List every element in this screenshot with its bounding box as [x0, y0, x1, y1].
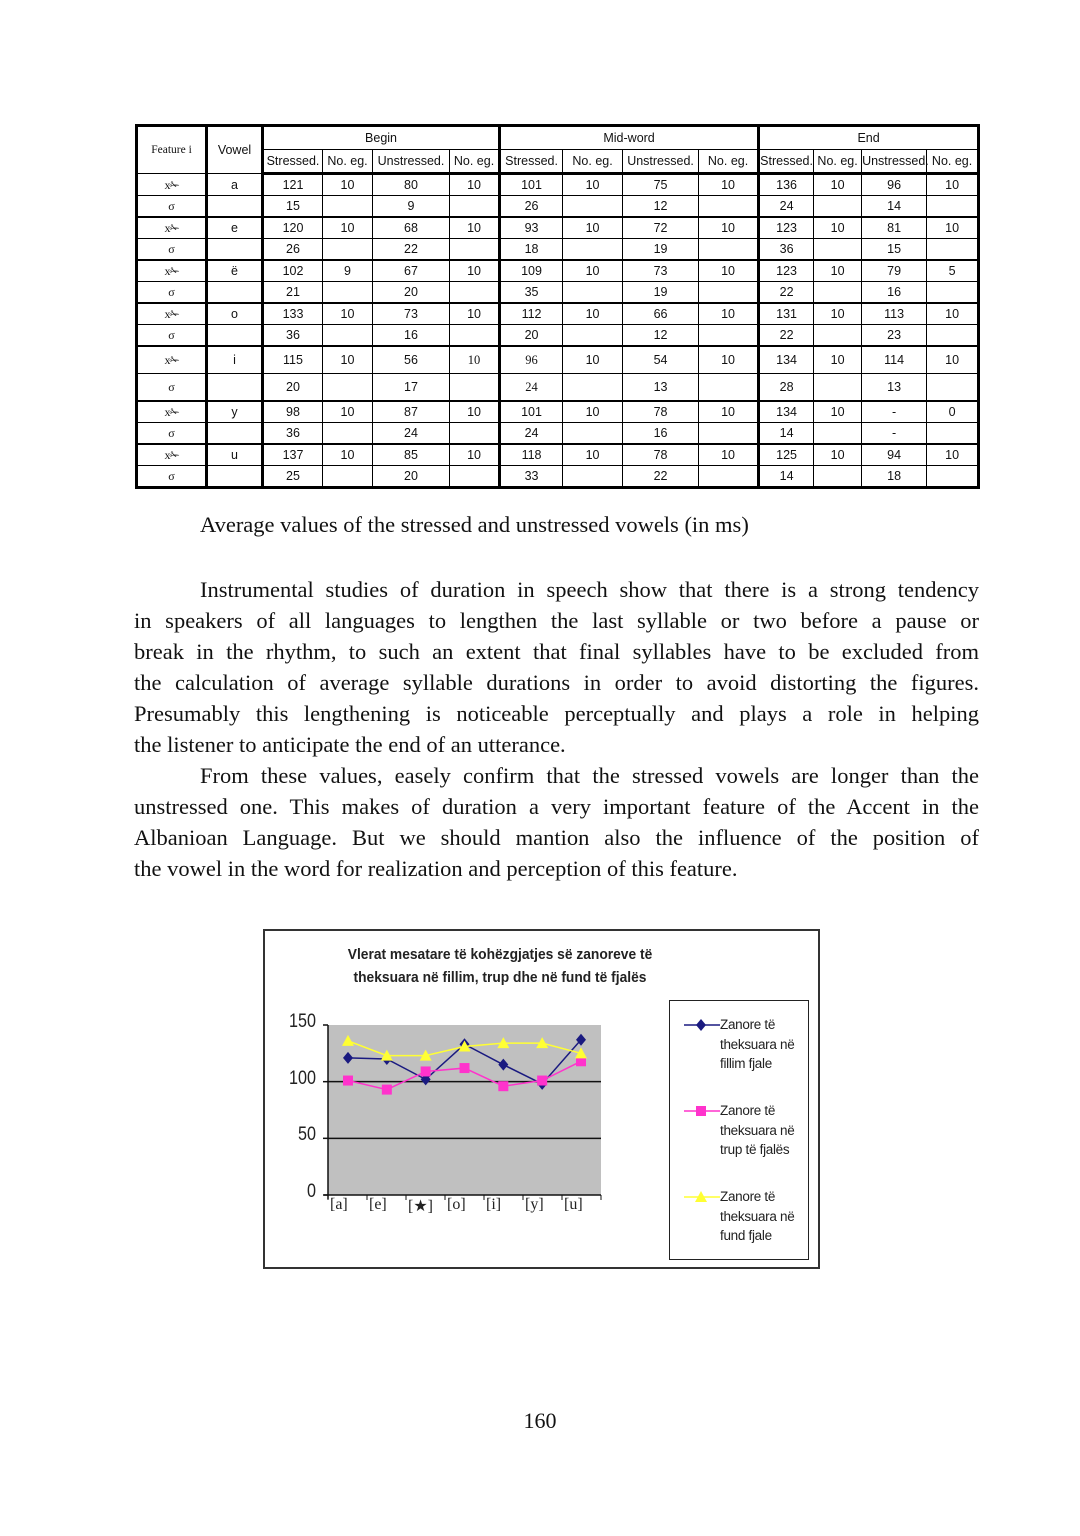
- value-cell: 79: [862, 260, 927, 282]
- chart-title-line-1: Vlerat mesatare të kohëzgjatjes së zanoreve të: [347, 946, 653, 963]
- value-cell: 20: [500, 325, 563, 347]
- value-cell: 10: [450, 346, 500, 374]
- table-row: [137, 325, 979, 347]
- value-cell: 78: [623, 444, 699, 466]
- header-feature: Feature i: [137, 126, 207, 174]
- value-cell: [814, 466, 862, 488]
- value-cell: 87: [373, 401, 450, 423]
- value-cell: 10: [699, 174, 759, 196]
- value-cell: 9: [373, 196, 450, 218]
- x-tick-label: [e]: [369, 1196, 387, 1213]
- header-group-begin: Begin: [263, 126, 500, 150]
- paragraph-1: [134, 574, 979, 760]
- value-cell: 10: [450, 401, 500, 423]
- value-cell: 20: [373, 466, 450, 488]
- value-cell: 10: [699, 401, 759, 423]
- value-cell: 10: [323, 444, 373, 466]
- legend-label-line: theksuara në: [720, 1122, 795, 1138]
- value-cell: [814, 374, 862, 402]
- value-cell: [563, 196, 623, 218]
- value-cell: 10: [699, 346, 759, 374]
- legend-label-line: trup të fjalës: [720, 1142, 790, 1157]
- value-cell: [927, 325, 979, 347]
- value-cell: [927, 196, 979, 218]
- value-cell: 23: [862, 325, 927, 347]
- subheader-begin-0: Stressed.: [263, 150, 323, 174]
- value-cell: 96: [862, 174, 927, 196]
- vowel-cell: y: [207, 401, 263, 423]
- value-cell: 22: [759, 282, 814, 304]
- sigma-symbol: σ: [137, 282, 207, 304]
- legend-label-line: theksuara në: [720, 1208, 795, 1224]
- square-marker: [460, 1063, 470, 1073]
- table-row: [137, 346, 979, 374]
- value-cell: 10: [814, 217, 862, 239]
- value-cell: 85: [373, 444, 450, 466]
- value-cell: 26: [263, 239, 323, 261]
- subheader-mid-1: No. eg.: [563, 150, 623, 174]
- value-cell: 123: [759, 260, 814, 282]
- value-cell: [323, 325, 373, 347]
- x-tick-label: [i]: [486, 1196, 502, 1213]
- value-cell: 19: [623, 239, 699, 261]
- value-cell: 28: [759, 374, 814, 402]
- value-cell: 120: [263, 217, 323, 239]
- value-cell: 10: [563, 401, 623, 423]
- value-cell: [814, 282, 862, 304]
- value-cell: 81: [862, 217, 927, 239]
- value-cell: 10: [814, 303, 862, 325]
- table-caption: Average values of the stressed and unstressed vowels (in ms): [200, 512, 749, 537]
- value-cell: [927, 374, 979, 402]
- legend-triangle-icon: [670, 1187, 722, 1207]
- value-cell: 56: [373, 346, 450, 374]
- value-cell: 36: [263, 423, 323, 445]
- value-cell: 19: [623, 282, 699, 304]
- value-cell: 14: [759, 466, 814, 488]
- vowel-cell: o: [207, 303, 263, 325]
- value-cell: [323, 374, 373, 402]
- sigma-symbol: σ: [137, 466, 207, 488]
- value-cell: 10: [563, 217, 623, 239]
- vowel-cell: [207, 282, 263, 304]
- value-cell: 137: [263, 444, 323, 466]
- value-cell: 10: [563, 346, 623, 374]
- value-cell: 10: [563, 260, 623, 282]
- value-cell: 24: [759, 196, 814, 218]
- value-cell: 10: [323, 401, 373, 423]
- value-cell: 5: [927, 260, 979, 282]
- value-cell: 17: [373, 374, 450, 402]
- value-cell: 10: [699, 444, 759, 466]
- value-cell: 21: [263, 282, 323, 304]
- value-cell: 109: [500, 260, 563, 282]
- legend-square-icon: [670, 1101, 722, 1121]
- value-cell: [927, 239, 979, 261]
- paragraph-line: the listener to anticipate the end of an utterance.: [134, 732, 566, 757]
- value-cell: 18: [500, 239, 563, 261]
- subheader-end-2: Unstressed.: [862, 150, 927, 174]
- value-cell: 10: [927, 303, 979, 325]
- value-cell: 98: [263, 401, 323, 423]
- subheader-end-1: No. eg.: [814, 150, 862, 174]
- paragraph-line: Presumably this lengthening is noticeable perceptually and plays a role in helping: [134, 701, 979, 726]
- y-tick-label: 150: [289, 1011, 316, 1032]
- value-cell: [699, 239, 759, 261]
- legend-label-line: Zanore të: [720, 1017, 776, 1032]
- value-cell: 10: [927, 346, 979, 374]
- value-cell: 10: [814, 260, 862, 282]
- sigma-symbol: σ: [137, 423, 207, 445]
- value-cell: 101: [500, 401, 563, 423]
- value-cell: [323, 423, 373, 445]
- value-cell: -: [862, 401, 927, 423]
- value-cell: 10: [699, 217, 759, 239]
- vowel-cell: ë: [207, 260, 263, 282]
- value-cell: 12: [623, 196, 699, 218]
- table-row: [137, 217, 979, 239]
- value-cell: 134: [759, 346, 814, 374]
- vowel-cell: [207, 325, 263, 347]
- value-cell: 118: [500, 444, 563, 466]
- value-cell: 73: [373, 303, 450, 325]
- mean-symbol: x✁: [137, 303, 207, 325]
- value-cell: [450, 239, 500, 261]
- value-cell: 125: [759, 444, 814, 466]
- paragraph-line: in speakers of all languages to lengthen the last syllable or two before a pause or: [134, 608, 979, 633]
- value-cell: 10: [814, 174, 862, 196]
- vowel-duration-table: [135, 124, 980, 489]
- value-cell: 13: [623, 374, 699, 402]
- square-marker: [421, 1066, 431, 1076]
- value-cell: 13: [862, 374, 927, 402]
- value-cell: 20: [263, 374, 323, 402]
- value-cell: -: [862, 423, 927, 445]
- sigma-symbol: σ: [137, 325, 207, 347]
- value-cell: 96: [500, 346, 563, 374]
- value-cell: 26: [500, 196, 563, 218]
- mean-symbol: x✁: [137, 346, 207, 374]
- value-cell: 16: [862, 282, 927, 304]
- table-row: [137, 196, 979, 218]
- value-cell: 10: [323, 303, 373, 325]
- value-cell: 16: [623, 423, 699, 445]
- value-cell: 10: [814, 444, 862, 466]
- value-cell: [699, 374, 759, 402]
- value-cell: 72: [623, 217, 699, 239]
- square-marker: [537, 1076, 547, 1086]
- vowel-cell: i: [207, 346, 263, 374]
- value-cell: 0: [927, 401, 979, 423]
- table-row: [137, 444, 979, 466]
- sigma-symbol: σ: [137, 196, 207, 218]
- value-cell: 115: [263, 346, 323, 374]
- value-cell: [450, 466, 500, 488]
- chart-title-line-2: theksuara në fillim, trup dhe në fund të fjalës: [353, 969, 647, 986]
- value-cell: [563, 325, 623, 347]
- mean-symbol: x✁: [137, 444, 207, 466]
- x-tick-label: [o]: [447, 1196, 466, 1213]
- chart-legend: [669, 1000, 809, 1260]
- paragraph-line: From these values, easely confirm that the stressed vowels are longer than the: [200, 763, 979, 788]
- value-cell: 35: [500, 282, 563, 304]
- value-cell: 18: [862, 466, 927, 488]
- value-cell: [699, 282, 759, 304]
- table-row: [137, 239, 979, 261]
- value-cell: [699, 325, 759, 347]
- x-tick-label: [a]: [330, 1196, 348, 1213]
- value-cell: 22: [623, 466, 699, 488]
- vowel-cell: a: [207, 174, 263, 196]
- value-cell: 121: [263, 174, 323, 196]
- value-cell: 10: [699, 260, 759, 282]
- x-tick-label: [u]: [564, 1196, 583, 1213]
- sigma-symbol: σ: [137, 239, 207, 261]
- value-cell: [563, 374, 623, 402]
- paragraph-2: [134, 760, 979, 884]
- value-cell: 15: [862, 239, 927, 261]
- y-tick-label: 0: [307, 1181, 316, 1202]
- value-cell: 10: [323, 346, 373, 374]
- subheader-mid-3: No. eg.: [699, 150, 759, 174]
- value-cell: 24: [373, 423, 450, 445]
- table-row: [137, 282, 979, 304]
- value-cell: 54: [623, 346, 699, 374]
- value-cell: 24: [500, 374, 563, 402]
- square-marker: [498, 1081, 508, 1091]
- table-row: [137, 466, 979, 488]
- subheader-mid-2: Unstressed.: [623, 150, 699, 174]
- value-cell: 73: [623, 260, 699, 282]
- value-cell: 80: [373, 174, 450, 196]
- value-cell: [814, 423, 862, 445]
- value-cell: 93: [500, 217, 563, 239]
- subheader-begin-2: Unstressed.: [373, 150, 450, 174]
- value-cell: 10: [927, 174, 979, 196]
- value-cell: 10: [323, 217, 373, 239]
- value-cell: 10: [450, 444, 500, 466]
- value-cell: [699, 423, 759, 445]
- value-cell: 33: [500, 466, 563, 488]
- vowel-cell: [207, 374, 263, 402]
- vowel-cell: [207, 466, 263, 488]
- table-row: [137, 423, 979, 445]
- legend-label-line: Zanore të: [720, 1189, 776, 1204]
- value-cell: [563, 239, 623, 261]
- mean-symbol: x✁: [137, 401, 207, 423]
- value-cell: 136: [759, 174, 814, 196]
- vowel-cell: e: [207, 217, 263, 239]
- value-cell: [927, 282, 979, 304]
- line-chart: [263, 929, 820, 1269]
- value-cell: [323, 282, 373, 304]
- value-cell: [814, 325, 862, 347]
- value-cell: 25: [263, 466, 323, 488]
- legend-label-line: Zanore të: [720, 1103, 776, 1118]
- value-cell: [699, 196, 759, 218]
- value-cell: 36: [759, 239, 814, 261]
- header-group-mid-word: Mid-word: [500, 126, 759, 150]
- value-cell: 123: [759, 217, 814, 239]
- value-cell: [814, 196, 862, 218]
- value-cell: [450, 282, 500, 304]
- paragraph-line: break in the rhythm, to such an extent that final syllables have to be excluded from: [134, 639, 979, 664]
- y-tick-label: 100: [289, 1067, 316, 1089]
- paragraph-line: unstressed one. This makes of duration a very important feature of the Accent in the: [134, 794, 979, 819]
- value-cell: 10: [323, 174, 373, 196]
- table-row: [137, 374, 979, 402]
- paragraph-line: Instrumental studies of duration in speech show that there is a strong tendency: [200, 577, 979, 602]
- vowel-cell: [207, 423, 263, 445]
- table-row: [137, 401, 979, 423]
- value-cell: 134: [759, 401, 814, 423]
- value-cell: [699, 466, 759, 488]
- value-cell: 15: [263, 196, 323, 218]
- value-cell: [563, 282, 623, 304]
- value-cell: 10: [563, 444, 623, 466]
- header-vowel: Vowel: [207, 126, 263, 174]
- value-cell: [927, 466, 979, 488]
- square-marker: [343, 1076, 353, 1086]
- value-cell: 10: [814, 346, 862, 374]
- value-cell: 14: [862, 196, 927, 218]
- vowel-cell: u: [207, 444, 263, 466]
- value-cell: [450, 423, 500, 445]
- value-cell: 75: [623, 174, 699, 196]
- value-cell: [563, 466, 623, 488]
- value-cell: 10: [927, 444, 979, 466]
- value-cell: 10: [814, 401, 862, 423]
- value-cell: [450, 325, 500, 347]
- legend-label-line: fund fjale: [720, 1228, 772, 1243]
- value-cell: 113: [862, 303, 927, 325]
- value-cell: 101: [500, 174, 563, 196]
- value-cell: 9: [323, 260, 373, 282]
- sigma-symbol: σ: [137, 374, 207, 402]
- value-cell: 10: [927, 217, 979, 239]
- table-row: [137, 174, 979, 196]
- value-cell: 22: [759, 325, 814, 347]
- value-cell: 10: [563, 174, 623, 196]
- subheader-mid-0: Stressed.: [500, 150, 563, 174]
- value-cell: 66: [623, 303, 699, 325]
- subheader-end-0: Stressed.: [759, 150, 814, 174]
- value-cell: 67: [373, 260, 450, 282]
- value-cell: 22: [373, 239, 450, 261]
- x-tick-label: [★]: [408, 1198, 433, 1215]
- value-cell: 12: [623, 325, 699, 347]
- value-cell: 68: [373, 217, 450, 239]
- y-tick-label: 50: [298, 1124, 316, 1146]
- x-tick-label: [y]: [525, 1196, 544, 1213]
- vowel-cell: [207, 196, 263, 218]
- page-number: 160: [523, 1408, 557, 1433]
- value-cell: 24: [500, 423, 563, 445]
- value-cell: [927, 423, 979, 445]
- value-cell: [323, 466, 373, 488]
- value-cell: 10: [450, 174, 500, 196]
- value-cell: [450, 196, 500, 218]
- table-row: [137, 260, 979, 282]
- value-cell: 10: [563, 303, 623, 325]
- value-cell: 131: [759, 303, 814, 325]
- subheader-begin-3: No. eg.: [450, 150, 500, 174]
- square-marker: [382, 1085, 392, 1095]
- value-cell: [563, 423, 623, 445]
- value-cell: 10: [450, 260, 500, 282]
- paragraph-line: Albanioan Language. But we should mantion also the influence of the position of: [134, 825, 979, 850]
- value-cell: 78: [623, 401, 699, 423]
- legend-label-line: fillim fjale: [720, 1056, 772, 1071]
- subheader-end-3: No. eg.: [927, 150, 979, 174]
- value-cell: 20: [373, 282, 450, 304]
- value-cell: [814, 239, 862, 261]
- value-cell: [323, 239, 373, 261]
- value-cell: [450, 374, 500, 402]
- value-cell: 114: [862, 346, 927, 374]
- table-row: [137, 303, 979, 325]
- vowel-cell: [207, 239, 263, 261]
- value-cell: 133: [263, 303, 323, 325]
- header-group-end: End: [759, 126, 979, 150]
- paragraph-line: the vowel in the word for realization and perception of this feature.: [134, 856, 738, 881]
- paragraph-line: the calculation of average syllable durations in order to avoid distorting the figures.: [134, 670, 979, 695]
- mean-symbol: x✁: [137, 217, 207, 239]
- legend-diamond-icon: [670, 1015, 722, 1035]
- mean-symbol: x✁: [137, 174, 207, 196]
- value-cell: [323, 196, 373, 218]
- value-cell: 10: [699, 303, 759, 325]
- subheader-begin-1: No. eg.: [323, 150, 373, 174]
- value-cell: 10: [450, 303, 500, 325]
- value-cell: 36: [263, 325, 323, 347]
- legend-label-line: theksuara në: [720, 1036, 795, 1052]
- value-cell: 14: [759, 423, 814, 445]
- value-cell: 16: [373, 325, 450, 347]
- value-cell: 112: [500, 303, 563, 325]
- value-cell: 94: [862, 444, 927, 466]
- mean-symbol: x✁: [137, 260, 207, 282]
- value-cell: 102: [263, 260, 323, 282]
- value-cell: 10: [450, 217, 500, 239]
